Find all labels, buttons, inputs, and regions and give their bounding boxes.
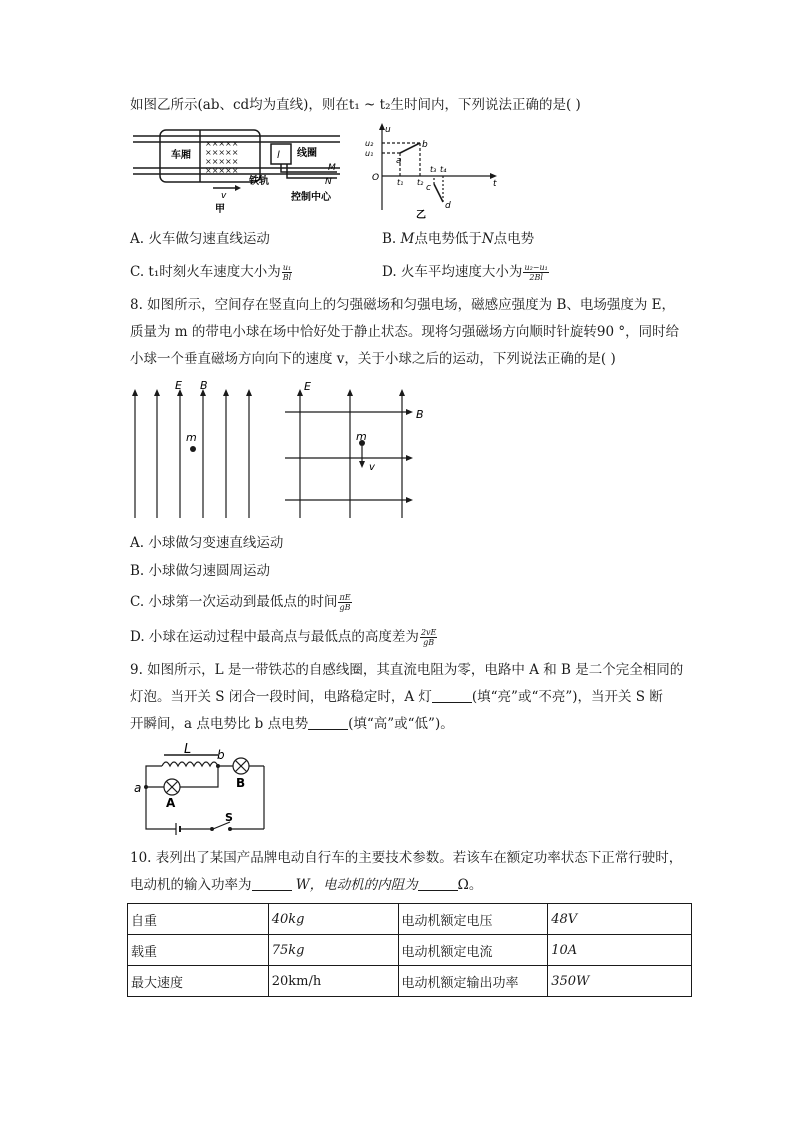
- label-node-b: b: [217, 748, 225, 762]
- q10-stem-line2: 电动机的输入功率为 W，电动机的内阻为 Ω。: [130, 877, 483, 893]
- q8-stem-line2: 质量为 m 的带电小球在场中恰好处于静止状态。现将匀强磁场方向顺时针旋转90 °，同时给: [130, 324, 680, 340]
- point-d: d: [445, 201, 451, 211]
- q10-stem-line1: 10. 表列出了某国产品牌电动自行车的主要技术参数。若该车在额定功率状态下正常行驶时，: [130, 850, 683, 866]
- q7-option-b: B. M点电势低于N点电势: [382, 231, 535, 247]
- q9-blank-2: [308, 715, 348, 730]
- q8-stem-line3: 小球一个垂直磁场方向向下的速度 v，关于小球之后的运动，下列说法正确的是( ): [130, 351, 616, 367]
- table-cell: 40kg: [268, 904, 398, 935]
- svg-text:××: ××: [225, 148, 239, 157]
- table-row: [128, 966, 692, 997]
- caption-jia: 甲: [215, 204, 225, 214]
- table-cell: 电动机额定电流: [398, 935, 548, 966]
- label-rail: 铁轨: [249, 176, 269, 187]
- q8-figure-field-rotated: [280, 376, 440, 521]
- q10-spec-table: [127, 903, 692, 997]
- label-coil-l: l: [277, 150, 280, 161]
- table-cell: 自重: [128, 904, 269, 935]
- svg-text:××: ××: [225, 157, 239, 166]
- tick-u2: u₂: [365, 139, 374, 148]
- label-b-right: B: [416, 408, 424, 421]
- table-cell: 350W: [548, 966, 692, 997]
- origin-o: O: [372, 173, 380, 183]
- label-lamp-a: A: [166, 796, 176, 810]
- table-cell: 20km/h: [268, 966, 398, 997]
- label-n: N: [325, 177, 332, 187]
- svg-text:×××: ×××: [205, 148, 226, 157]
- tick-t4: t₄: [440, 165, 447, 174]
- caption-yi: 乙: [416, 210, 426, 220]
- q9-stem-line1: 9. 如图所示，L 是一带铁芯的自感线圈，其直流电阻为零，电路中 A 和 B 是二个完全相同的: [130, 662, 684, 678]
- table-cell: 电动机额定输出功率: [398, 966, 548, 997]
- svg-text:××: ××: [225, 139, 239, 148]
- svg-text:×××: ×××: [205, 157, 226, 166]
- q8-stem-line1: 8. 如图所示，空间存在竖直向上的匀强磁场和匀强电场，磁感应强度为 B、电场强度为 E，: [130, 297, 676, 313]
- table-cell: 电动机额定电压: [398, 904, 548, 935]
- label-switch-s: S: [225, 811, 233, 824]
- tick-t1: t₁: [397, 178, 404, 187]
- q8-option-b: B. 小球做匀速圆周运动: [130, 563, 271, 579]
- table-cell: 最大速度: [128, 966, 269, 997]
- table-cell: 48V: [548, 904, 692, 935]
- q7-figure-yi: [362, 122, 502, 220]
- label-e-left: E: [175, 379, 182, 392]
- q7-figure-jia: [125, 122, 345, 214]
- axis-u: u: [385, 125, 391, 135]
- q10-blank-1: [252, 876, 292, 891]
- q8-figure-field-vertical: [125, 376, 265, 521]
- q7-option-a: A. 火车做匀速直线运动: [130, 231, 270, 247]
- svg-text:××: ××: [225, 166, 239, 175]
- label-control: 控制中心: [291, 192, 331, 203]
- point-b: b: [422, 140, 428, 150]
- q7-option-c: C. t₁时刻火车速度大小为 $\frac{\text{u₁}}{Bl}$: [130, 263, 292, 282]
- label-m-right: m: [356, 430, 367, 443]
- table-row: [128, 935, 692, 966]
- point-a: a: [396, 156, 402, 166]
- svg-text:×××: ×××: [205, 139, 226, 148]
- svg-text:×××: ×××: [205, 166, 226, 175]
- q8-option-d: D. 小球在运动过程中最高点与最低点的高度差为 $\frac{2vE}{gB}$: [130, 628, 437, 647]
- label-v: v: [221, 191, 227, 201]
- table-cell: 10A: [548, 935, 692, 966]
- q9-circuit-diagram: [128, 743, 273, 835]
- label-m-left: m: [186, 431, 197, 444]
- label-node-a: a: [134, 781, 142, 795]
- q8-option-a: A. 小球做匀变速直线运动: [130, 535, 284, 551]
- table-cell: 载重: [128, 935, 269, 966]
- axis-t: t: [493, 179, 497, 189]
- label-carriage: 车厢: [171, 150, 191, 161]
- label-m: M: [328, 163, 336, 173]
- q10-blank-2: [418, 876, 458, 891]
- label-coil: 线圈: [297, 148, 317, 159]
- tick-t3: t₃: [430, 165, 437, 174]
- label-lamp-b: B: [236, 776, 246, 790]
- tick-t2: t₂: [417, 178, 424, 187]
- q7-stem: 如图乙所示(ab、cd均为直线)，则在t₁ ~ t₂生时间内，下列说法正确的是( ): [130, 97, 581, 113]
- label-b-left: B: [200, 379, 208, 392]
- table-cell: 75kg: [268, 935, 398, 966]
- label-v-right: v: [369, 462, 375, 473]
- q9-blank-1: [432, 688, 472, 703]
- table-row: [128, 904, 692, 935]
- label-e-right: E: [304, 380, 311, 393]
- q8-option-c: C. 小球第一次运动到最低点的时间 $\frac{\pi E}{gB}$: [130, 593, 351, 612]
- tick-u1: u₁: [365, 149, 374, 158]
- q9-stem-line3: 开瞬间，a 点电势比 b 点电势 (填“高”或“低”)。: [130, 716, 454, 732]
- q9-stem-line2: 灯泡。当开关 S 闭合一段时间，电路稳定时，A 灯 (填“亮”或“不亮”)，当开关 S 断: [130, 689, 663, 705]
- point-c: c: [426, 183, 431, 193]
- label-inductor-l: L: [184, 743, 192, 757]
- q7-option-d: D. 火车平均速度大小为 $\frac{\text{u₂−u₁}}{2Bl}$: [382, 263, 548, 282]
